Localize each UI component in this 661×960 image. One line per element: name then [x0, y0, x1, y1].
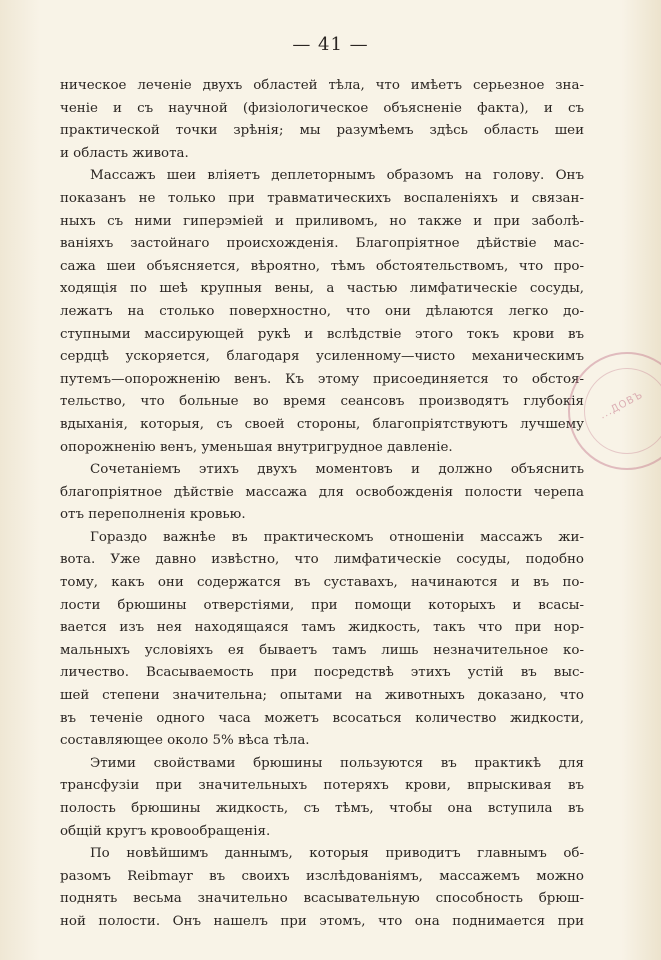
text-line: ходящія по шеѣ крупныя вены, а частью лимфатическіе сосуды, [60, 281, 584, 297]
text-line: лежатъ на столько поверхностно, что они дѣлаются легко до- [60, 303, 584, 319]
text-line: Сочетаніемъ этихъ двухъ моментовъ и должно объяснить [90, 462, 584, 478]
text-line: благопріятное дѣйствіе массажа для освобожденія полости черепа [60, 484, 584, 500]
text-line: составляющее около 5% вѣса тѣла. [60, 733, 310, 749]
text-line: и область живота. [60, 145, 189, 161]
text-line: Гораздо важнѣе въ практическомъ отношеніи массажъ жи- [90, 529, 584, 545]
text-line: вдыханія, которыя, съ своей стороны, благопріятствуютъ лучшему [60, 416, 584, 432]
text-line: лости брюшины отверстіями, при помощи которыхъ и всасы- [60, 597, 584, 613]
text-line: Массажъ шеи вліяетъ деплеторнымъ образомъ на голову. Онъ [90, 168, 584, 184]
text-line: практической точки зрѣнія; мы разумѣемъ здѣсь область шеи [60, 123, 584, 139]
text-line: ваніяхъ застойнаго происхожденія. Благопріятное дѣйствіе мас- [60, 236, 584, 252]
text-line: ной полости. Онъ нашелъ при этомъ, что она поднимается при [60, 913, 584, 929]
text-line: Этими свойствами брюшины пользуются въ практикѣ для [90, 755, 584, 771]
text-line: тельство, что больные во время сеансовъ производятъ глубокія [60, 394, 584, 410]
text-line: путемъ—опорожненію венъ. Къ этому присоединяется то обстоя- [60, 371, 584, 387]
text-line: сажа шеи объясняется, вѣроятно, тѣмъ обстоятельствомъ, что про- [60, 258, 584, 274]
body-text [60, 75, 584, 934]
text-line: сердцѣ ускоряется, благодаря усиленному—чисто механическимъ [60, 349, 584, 365]
text-line: вается изъ нея находящаяся тамъ жидкость, такъ что при нор- [60, 620, 584, 636]
text-line: общій кругъ кровообращенія. [60, 823, 271, 839]
text-line: вота. Уже давно извѣстно, что лимфатическіе сосуды, подобно [60, 552, 584, 568]
text-line: мальныхъ условіяхъ ея бываетъ тамъ лишь незначительное ко- [60, 642, 584, 658]
text-line: отъ переполненія кровью. [60, 507, 246, 523]
text-line: ченіе и съ научной (физіологическое объясненіе факта), и съ [60, 100, 584, 116]
stamp-text: ...ДОВЪ [598, 389, 646, 422]
text-line: полость брюшины жидкость, съ тѣмъ, чтобы она вступила въ [60, 801, 584, 816]
text-line: ступными массирующей рукѣ и вслѣдствіе этого токъ крови въ [60, 326, 584, 342]
text-line: шей степени значительна; опытами на животныхъ доказано, что [60, 688, 584, 704]
text-line: По новѣйшимъ даннымъ, которыя приводитъ главнымъ об- [90, 846, 584, 862]
text-line: трансфузіи при значительныхъ потеряхъ крови, впрыскивая въ [60, 778, 584, 794]
text-line: опорожненію венъ, уменьшая внутригрудное давленіе. [60, 439, 453, 455]
text-line: разомъ Reibmayr въ своихъ изслѣдованіямъ, массажемъ можно [60, 868, 584, 884]
text-line: личество. Всасываемость при посредствѣ этихъ устій въ выс- [60, 665, 584, 681]
page-number: — 41 — [292, 34, 369, 55]
text-line: тому, какъ они содержатся въ суставахъ, начинаются и въ по- [60, 575, 584, 591]
text-line: въ теченіе одного часа можетъ всосаться количество жидкости, [60, 710, 584, 726]
text-line: ническое леченіе двухъ областей тѣла, что имѣетъ серьезное зна- [60, 78, 584, 93]
text-line: показанъ не только при травматическихъ воспаленіяхъ и связан- [60, 190, 584, 206]
text-line: поднять весьма значительно всасывательную способность брюш- [60, 891, 584, 907]
text-line: ныхъ съ ними гиперэміей и приливомъ, но также и при заболѣ- [60, 213, 584, 229]
